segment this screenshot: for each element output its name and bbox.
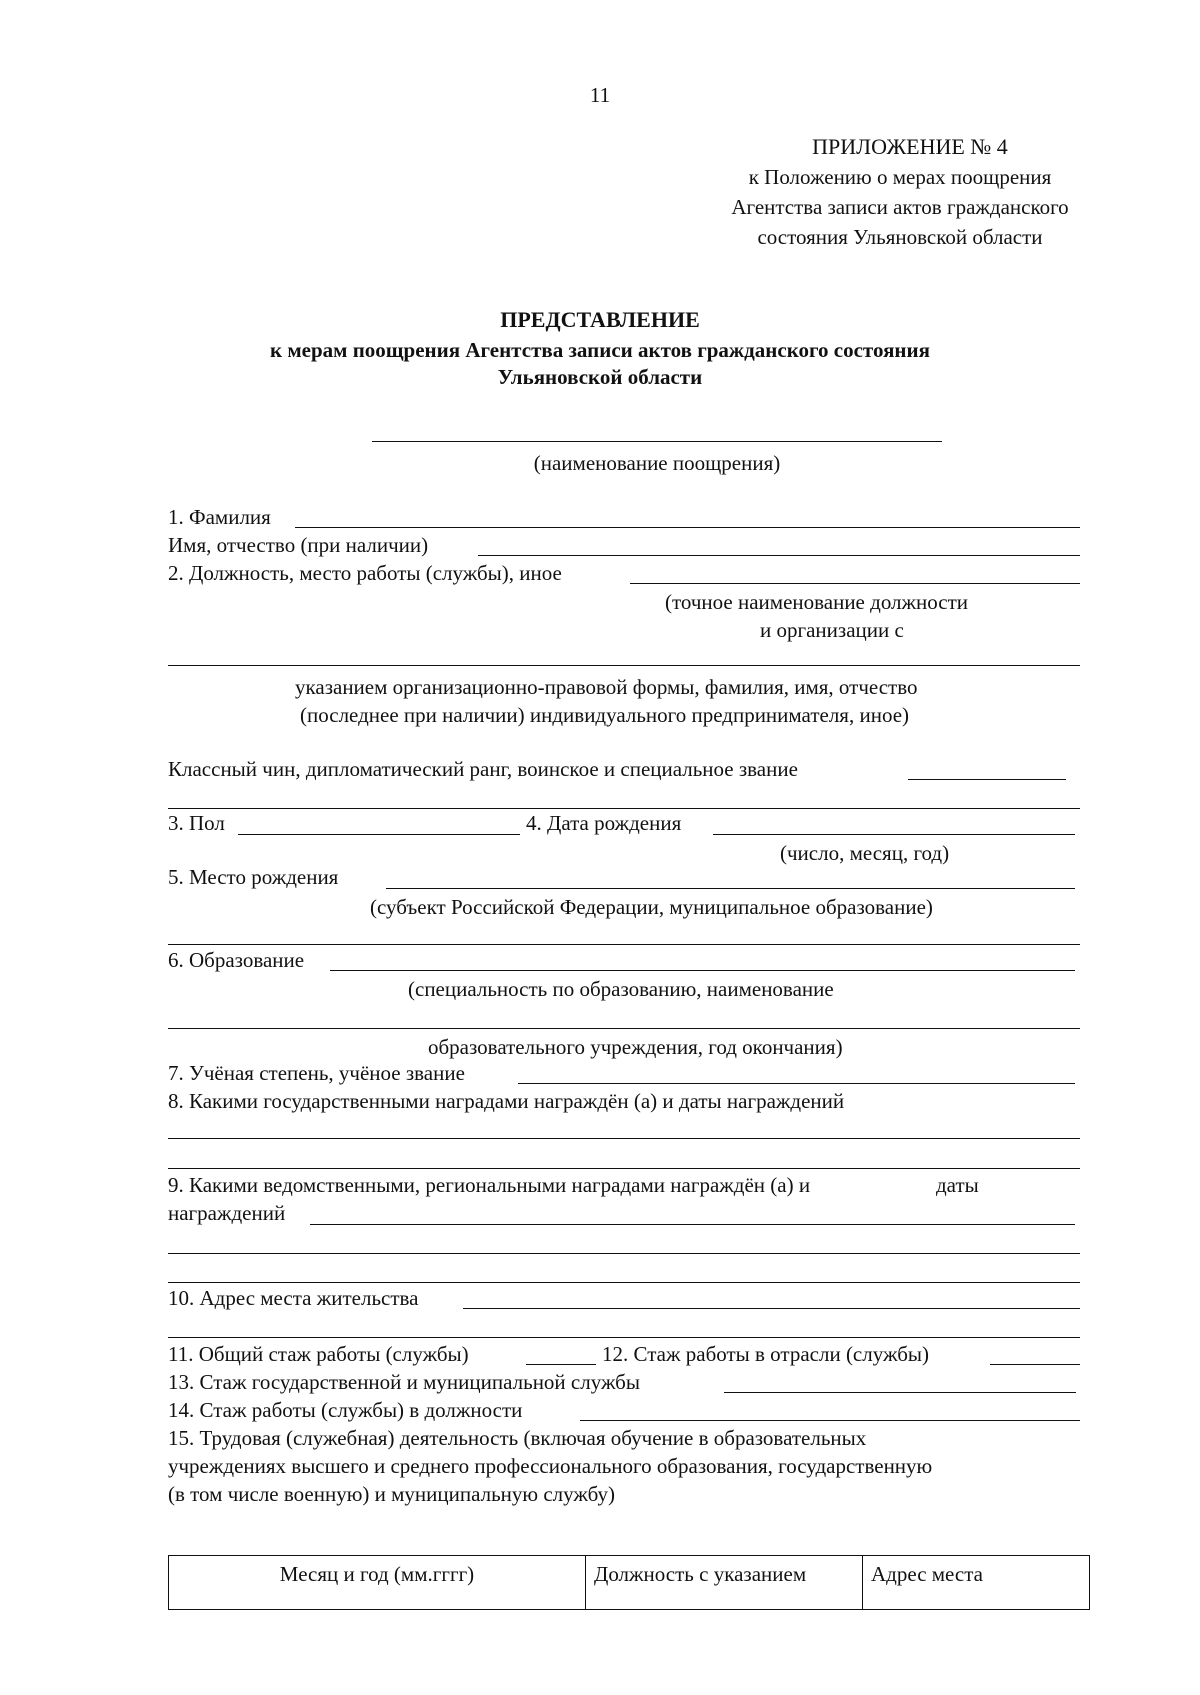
award-name-hint: (наименование поощрения)	[533, 451, 781, 475]
appendix-line: состояния Ульяновской области	[757, 225, 1043, 249]
position-hint: (точное наименование должности	[665, 590, 969, 614]
degree-label: 7. Учёная степень, учёное звание	[168, 1061, 465, 1085]
address-field[interactable]	[463, 1308, 1080, 1309]
departmental-awards-field[interactable]	[310, 1224, 1075, 1225]
appendix-line: к Положению о мерах поощрения	[748, 165, 1052, 189]
state-awards-field[interactable]	[168, 1138, 1080, 1139]
rank-field[interactable]	[908, 779, 1066, 780]
name-label: Имя, отчество (при наличии)	[168, 533, 429, 557]
birth-date-hint: (число, месяц, год)	[780, 841, 950, 865]
surname-label: 1. Фамилия	[168, 505, 271, 529]
sex-field[interactable]	[238, 834, 520, 835]
position-experience-field[interactable]	[580, 1420, 1080, 1421]
position-hint: и организации с	[760, 618, 904, 642]
table-header-row	[169, 1556, 1090, 1610]
birth-place-field[interactable]	[386, 888, 1075, 889]
total-experience-field[interactable]	[526, 1364, 596, 1365]
state-awards-label: 8. Какими государственными наградами награждён (а) и даты награждений	[168, 1089, 845, 1113]
total-experience-label: 11. Общий стаж работы (службы)	[168, 1342, 469, 1366]
education-field-continued[interactable]	[168, 1028, 1080, 1029]
civil-service-label: 13. Стаж государственной и муниципальной службы	[168, 1370, 640, 1394]
rank-label: Классный чин, дипломатический ранг, воинское и специальное звание	[168, 757, 798, 781]
position-experience-label: 14. Стаж работы (службы) в должности	[168, 1398, 523, 1422]
appendix-line: Агентства записи актов гражданского	[731, 195, 1069, 219]
education-field[interactable]	[330, 970, 1075, 971]
departmental-awards-label: 9. Какими ведомственными, региональными наградами награждён (а) и	[168, 1173, 811, 1197]
document-subtitle: к мерам поощрения Агентства записи актов гражданского состояния	[269, 338, 930, 362]
page-number: 11	[589, 83, 611, 107]
birth-place-label: 5. Место рождения	[168, 865, 339, 889]
address-field-continued[interactable]	[168, 1337, 1080, 1338]
education-label: 6. Образование	[168, 948, 305, 972]
departmental-awards-label: награждений	[168, 1201, 286, 1225]
industry-experience-label: 12. Стаж работы в отрасли (службы)	[602, 1342, 929, 1366]
industry-experience-field[interactable]	[990, 1364, 1080, 1365]
position-field[interactable]	[630, 583, 1080, 584]
table-header-cell: Адрес места	[863, 1556, 1090, 1610]
birth-date-field[interactable]	[713, 834, 1075, 835]
table-header-cell: Месяц и год (мм.гггг)	[169, 1556, 586, 1610]
birth-date-label: 4. Дата рождения	[526, 811, 682, 835]
rank-field-continued[interactable]	[168, 808, 1080, 809]
degree-field[interactable]	[518, 1083, 1075, 1084]
departmental-awards-field[interactable]	[168, 1253, 1080, 1254]
departmental-awards-label: даты	[936, 1173, 979, 1197]
document-title: ПРЕДСТАВЛЕНИЕ	[500, 307, 700, 332]
address-label: 10. Адрес места жительства	[168, 1286, 419, 1310]
surname-field[interactable]	[295, 527, 1080, 528]
appendix-block	[700, 134, 1100, 250]
work-history-label: 15. Трудовая (служебная) деятельность (включая обучение в образовательных	[168, 1426, 867, 1450]
birth-place-hint: (субъект Российской Федерации, муниципальное образование)	[370, 895, 933, 919]
name-field[interactable]	[478, 555, 1080, 556]
position-hint: (последнее при наличии) индивидуального предпринимателя, иное)	[300, 703, 910, 727]
birth-place-field-continued[interactable]	[168, 944, 1080, 945]
position-label: 2. Должность, место работы (службы), иное	[168, 561, 562, 585]
education-hint: образовательного учреждения, год окончания)	[428, 1035, 843, 1059]
work-history-label: (в том числе военную) и муниципальную службу)	[168, 1482, 615, 1506]
table-header-cell: Должность с указанием	[586, 1556, 863, 1610]
document-subtitle: Ульяновской области	[497, 365, 703, 389]
work-history-label: учреждениях высшего и среднего профессионального образования, государственную	[168, 1454, 933, 1478]
position-hint: указанием организационно-правовой формы, фамилия, имя, отчество	[295, 675, 918, 699]
sex-label: 3. Пол	[168, 811, 225, 835]
civil-service-field[interactable]	[724, 1392, 1076, 1393]
appendix-title: ПРИЛОЖЕНИЕ № 4	[812, 134, 1008, 159]
departmental-awards-field[interactable]	[168, 1282, 1080, 1283]
work-history-table	[168, 1555, 1090, 1610]
award-name-field[interactable]	[372, 441, 942, 442]
education-hint: (специальность по образованию, наименование	[408, 977, 834, 1001]
position-field-continued[interactable]	[168, 665, 1080, 666]
state-awards-field[interactable]	[168, 1168, 1080, 1169]
